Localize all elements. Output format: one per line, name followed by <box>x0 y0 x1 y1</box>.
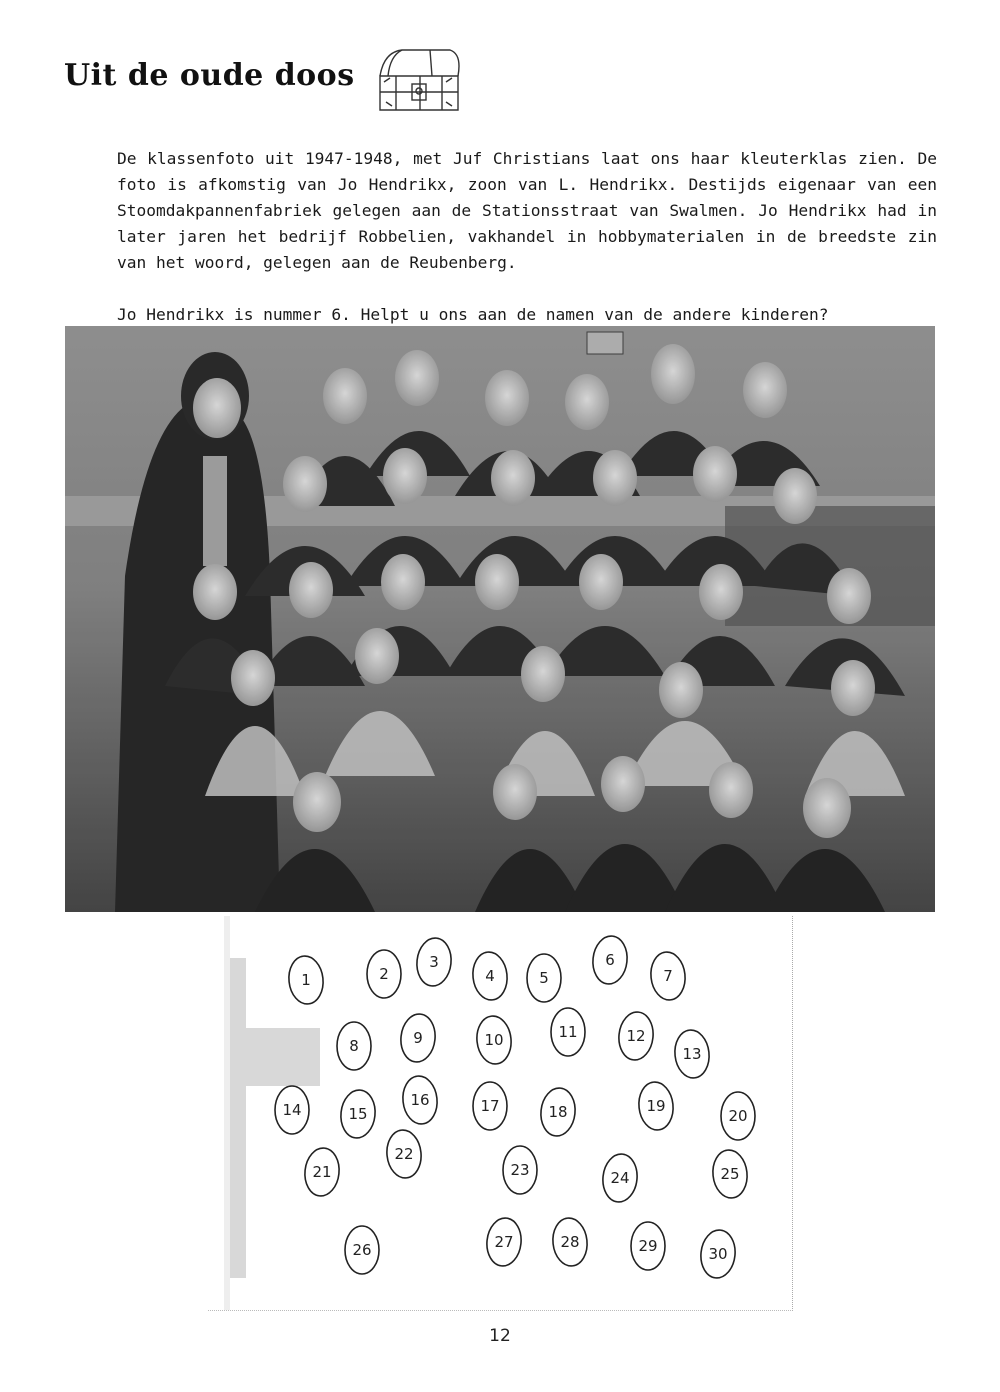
key-number: 15 <box>348 1105 368 1123</box>
key-number: 30 <box>708 1245 728 1263</box>
key-number: 20 <box>728 1107 748 1125</box>
key-number: 11 <box>558 1023 578 1041</box>
key-number: 24 <box>610 1169 630 1187</box>
key-number: 10 <box>484 1031 504 1049</box>
key-number: 22 <box>394 1145 414 1163</box>
key-number: 19 <box>646 1097 666 1115</box>
key-number: 23 <box>510 1161 530 1179</box>
key-number: 17 <box>480 1097 500 1115</box>
number-key-sketch <box>208 916 793 1311</box>
key-number: 7 <box>663 967 673 985</box>
key-number: 4 <box>485 967 495 985</box>
key-number: 9 <box>413 1029 423 1047</box>
key-number: 29 <box>638 1237 658 1255</box>
article-question: Jo Hendrikx is nummer 6. Helpt u ons aan de namen van de andere kinderen? <box>117 305 829 324</box>
key-number: 25 <box>720 1165 740 1183</box>
article-paragraph: De klassenfoto uit 1947-1948, met Juf Christians laat ons haar kleuterklas zien. De foto is afkomstig van Jo Hendrikx, zoon van L. Hendrikx. Destijds eigenaar van een Stoomdakpannenfabriek gelegen aan de Stationsstraat van Swalmen. Jo Hendrikx had in later jaren het bedrijf Robbelien, vakhandel in hobbymaterialen in de breedste zin van het woord, gelegen aan de Reubenberg. <box>117 149 937 272</box>
key-number: 2 <box>379 965 389 983</box>
article-text <box>117 146 937 354</box>
key-number: 27 <box>494 1233 514 1251</box>
key-number: 16 <box>410 1091 430 1109</box>
key-number: 14 <box>282 1101 302 1119</box>
key-number: 8 <box>349 1037 359 1055</box>
page-title: Uit de oude doos <box>64 58 355 93</box>
key-number: 18 <box>548 1103 568 1121</box>
key-number: 26 <box>352 1241 372 1259</box>
treasure-chest-icon <box>370 42 468 116</box>
page-number: 12 <box>489 1326 511 1346</box>
key-number: 5 <box>539 969 549 987</box>
key-number: 13 <box>682 1045 702 1063</box>
key-number: 12 <box>626 1027 646 1045</box>
key-number: 28 <box>560 1233 580 1251</box>
key-number: 3 <box>429 953 439 971</box>
key-number: 21 <box>312 1163 332 1181</box>
key-number: 1 <box>301 971 311 989</box>
class-photo <box>65 326 935 912</box>
key-number: 6 <box>605 951 615 969</box>
